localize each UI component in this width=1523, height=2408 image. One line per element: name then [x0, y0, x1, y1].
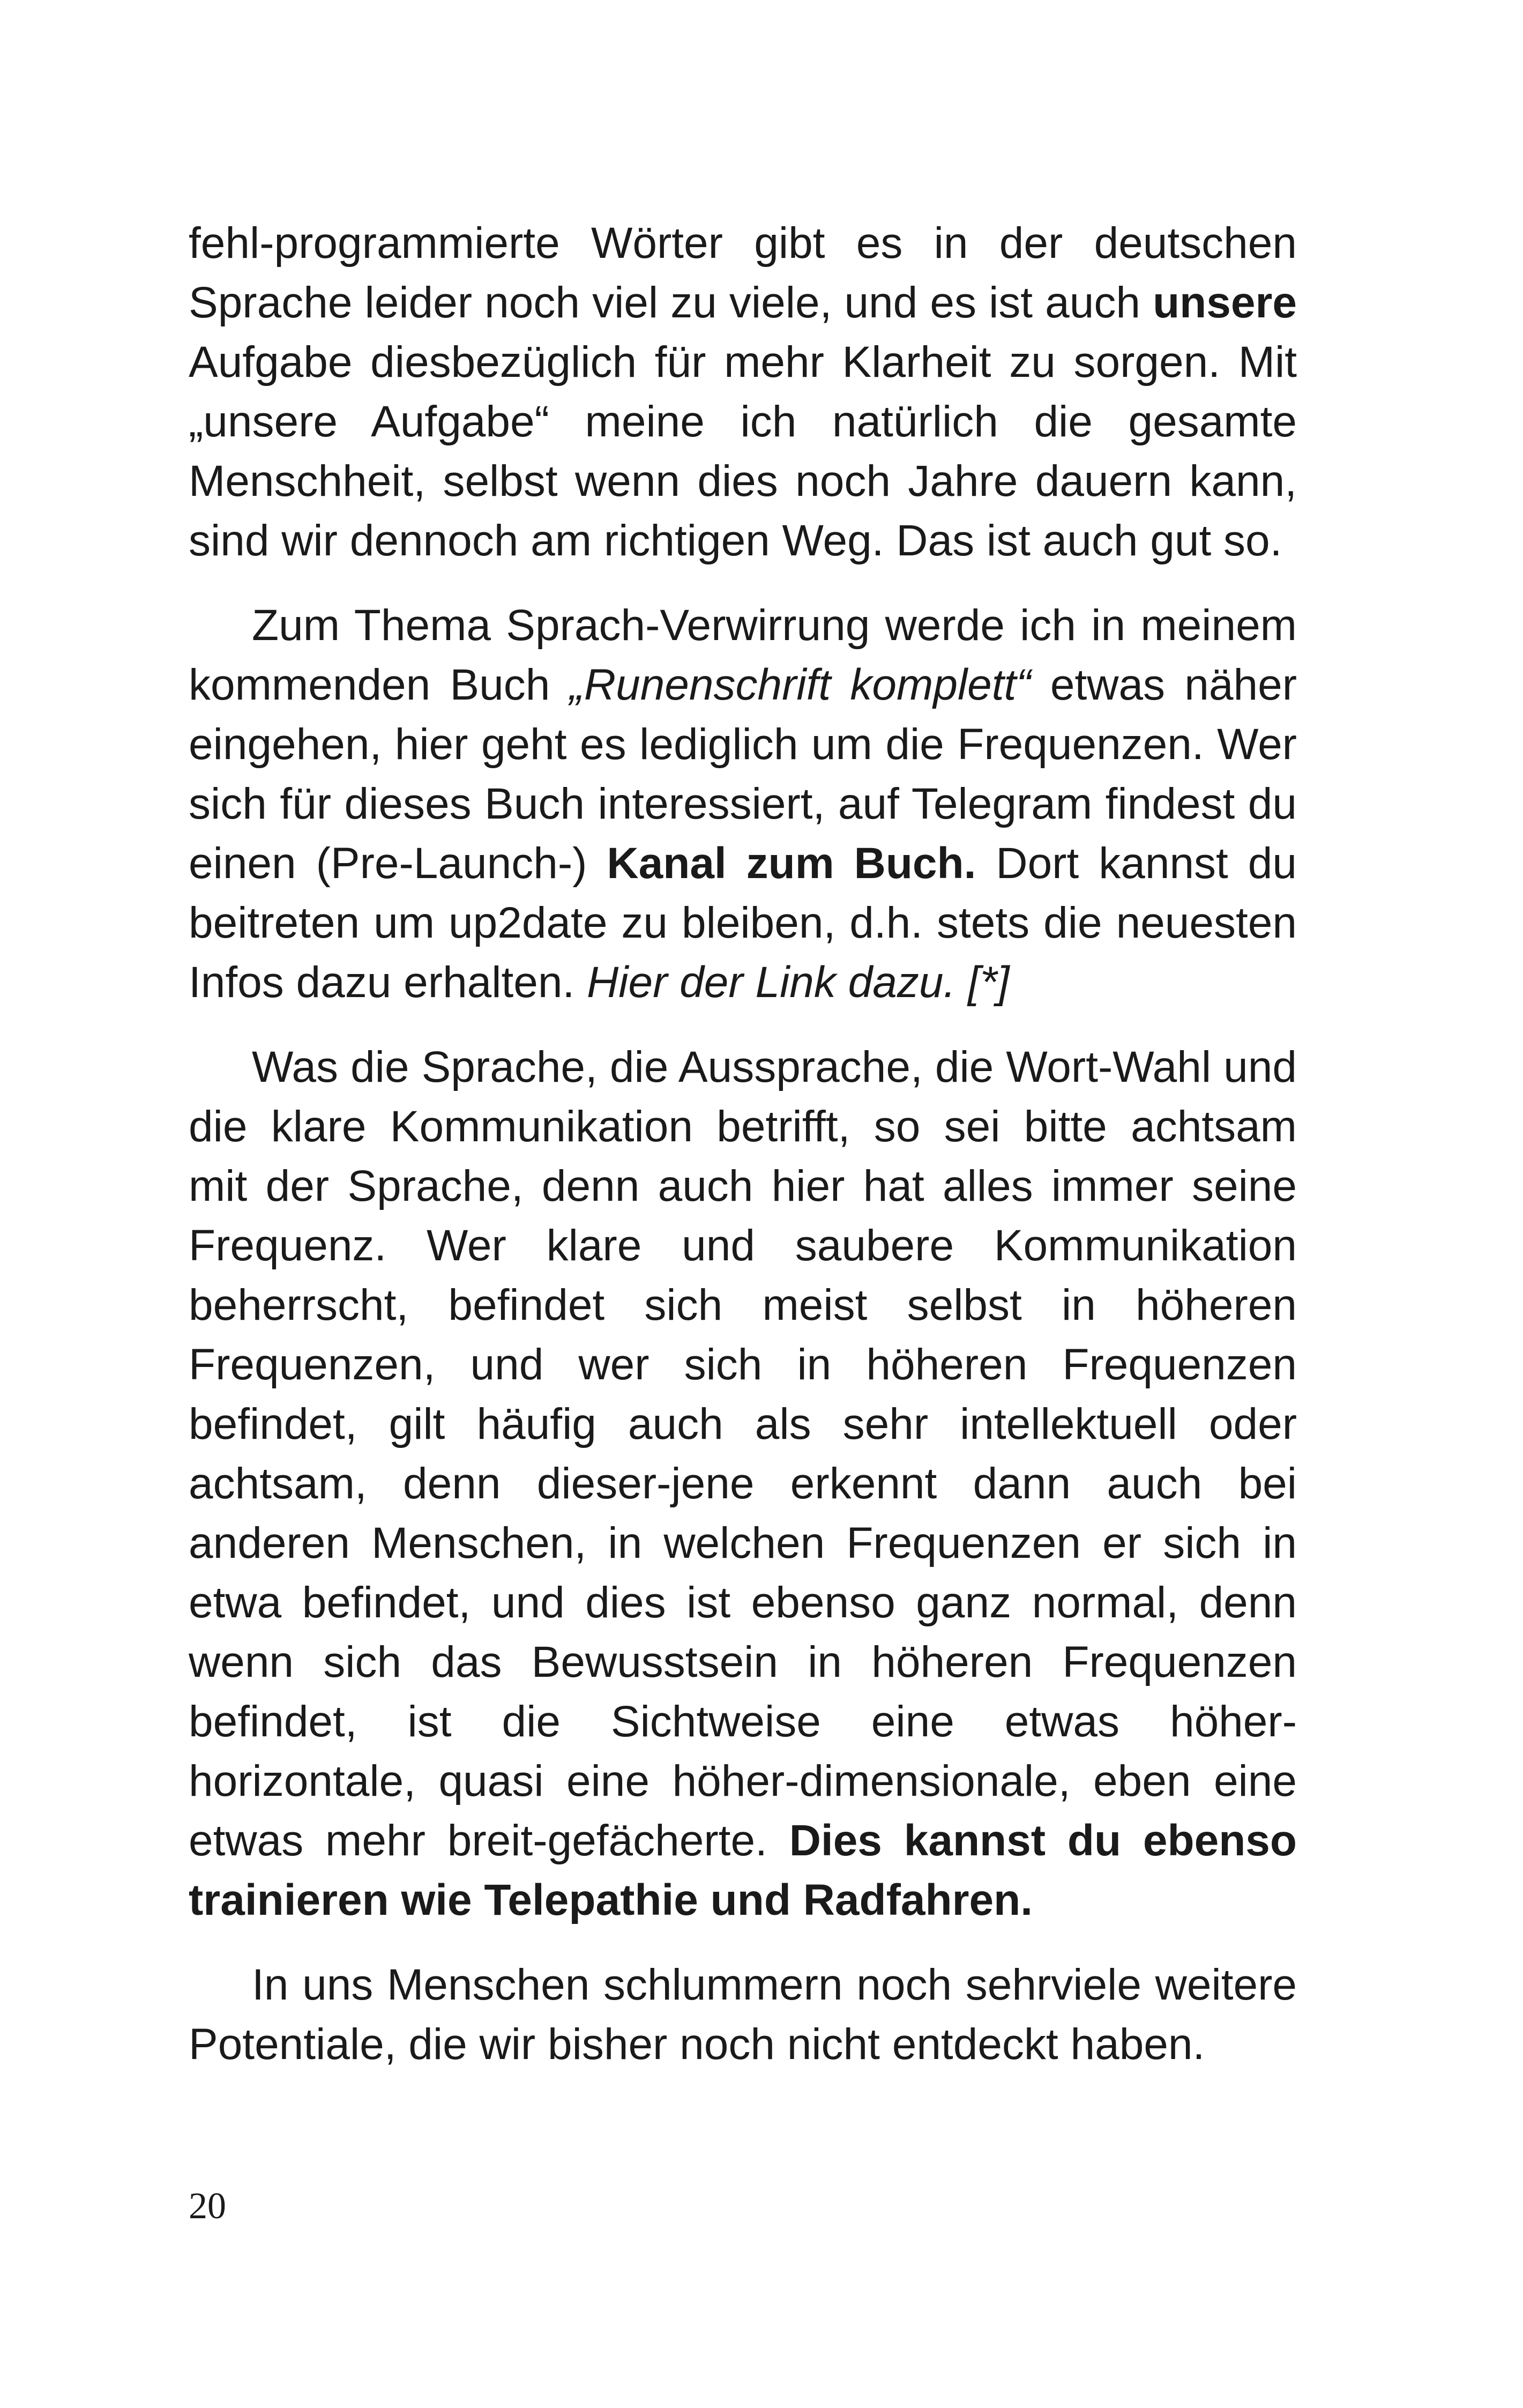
- text-line: [189, 273, 1297, 332]
- text-line: [189, 953, 1297, 1012]
- italic-text: „Runenschrift komplett“: [569, 660, 1031, 709]
- text-run: Dort kannst du: [976, 839, 1297, 888]
- paragraph: [189, 596, 1297, 1012]
- text-line: [189, 392, 1297, 451]
- text-line: [189, 1573, 1297, 1632]
- text-line: [189, 1097, 1297, 1156]
- paragraph: [189, 1955, 1297, 2074]
- text-run: etwas näher: [1031, 660, 1297, 709]
- text-line: [189, 1632, 1297, 1692]
- page-number: 20: [189, 2186, 226, 2227]
- text-run: anderen Menschen, in welchen Frequenzen er sich in: [189, 1519, 1297, 1567]
- text-run: Sprache leider noch viel zu viele, und es ist auch: [189, 278, 1153, 327]
- text-line: [189, 1216, 1297, 1275]
- text-line: [189, 1811, 1297, 1870]
- text-line: [189, 893, 1297, 953]
- text-run: In uns Menschen schlummern noch sehrviele weitere: [252, 1960, 1297, 2009]
- text-line: [189, 213, 1297, 273]
- text-line: [189, 655, 1297, 715]
- text-run: horizontale, quasi eine höher-dimensionale, eben eine: [189, 1757, 1297, 1805]
- text-run: kommenden Buch: [189, 660, 570, 709]
- text-line: [189, 1156, 1297, 1216]
- text-run: Potentiale, die wir bisher noch nicht entdeckt haben.: [189, 2020, 1205, 2069]
- text-line: [189, 1454, 1297, 1513]
- bold-text: trainieren wie Telepathie und Radfahren.: [189, 1876, 1033, 1924]
- text-run: mit der Sprache, denn auch hier hat alles immer seine: [189, 1162, 1297, 1210]
- text-line: [189, 332, 1297, 392]
- text-line: [189, 1335, 1297, 1394]
- text-run: Aufgabe diesbezüglich für mehr Klarheit zu sorgen. Mit: [189, 338, 1297, 387]
- text-line: [189, 2015, 1297, 2074]
- text-run: Was die Sprache, die Aussprache, die Wort-Wahl und: [252, 1043, 1297, 1091]
- text-run: sind wir dennoch am richtigen Weg. Das ist auch gut so.: [189, 516, 1282, 565]
- text-run: etwa befindet, und dies ist ebenso ganz normal, denn: [189, 1578, 1297, 1627]
- text-run: sich für dieses Buch interessiert, auf Telegram findest du: [189, 779, 1297, 828]
- bold-text: Dies kannst du ebenso: [789, 1816, 1297, 1865]
- text-line: [189, 1394, 1297, 1454]
- text-run: achtsam, denn dieser-jene erkennt dann auch bei: [189, 1459, 1297, 1508]
- bold-text: Kanal zum Buch.: [607, 839, 976, 888]
- text-run: beitreten um up2date zu bleiben, d.h. stets die neuesten: [189, 898, 1297, 947]
- text-run: fehl-programmierte Wörter gibt es in der deutschen: [189, 219, 1297, 267]
- text-line: [189, 511, 1297, 570]
- text-line: [189, 1513, 1297, 1573]
- body-text: [189, 213, 1297, 2099]
- text-line: [189, 1751, 1297, 1811]
- text-run: „unsere Aufgabe“ meine ich natürlich die gesamte: [189, 397, 1297, 446]
- text-line: [189, 774, 1297, 834]
- text-run: befindet, gilt häufig auch als sehr intellektuell oder: [189, 1400, 1297, 1448]
- text-line: [189, 834, 1297, 893]
- text-line: [189, 1692, 1297, 1751]
- text-run: eingehen, hier geht es lediglich um die Frequenzen. Wer: [189, 720, 1297, 769]
- text-run: Infos dazu erhalten.: [189, 958, 587, 1007]
- text-run: beherrscht, befindet sich meist selbst in höheren: [189, 1281, 1297, 1329]
- text-run: Menschheit, selbst wenn dies noch Jahre dauern kann,: [189, 457, 1297, 506]
- text-run: etwas mehr breit-gefächerte.: [189, 1816, 789, 1865]
- text-run: Frequenz. Wer klare und saubere Kommunikation: [189, 1221, 1297, 1270]
- text-line: [189, 1275, 1297, 1335]
- text-line: [189, 596, 1297, 655]
- text-run: Zum Thema Sprach-Verwirrung werde ich in meinem: [252, 601, 1297, 650]
- text-run: befindet, ist die Sichtweise eine etwas höher-: [189, 1697, 1297, 1746]
- text-line: [189, 451, 1297, 511]
- text-line: [189, 1870, 1297, 1930]
- text-run: Frequenzen, und wer sich in höheren Frequenzen: [189, 1340, 1297, 1389]
- text-run: die klare Kommunikation betrifft, so sei bitte achtsam: [189, 1102, 1297, 1151]
- text-run: einen (Pre-Launch-): [189, 839, 607, 888]
- bold-text: unsere: [1153, 278, 1297, 327]
- text-line: [189, 1037, 1297, 1097]
- text-line: [189, 1955, 1297, 2015]
- text-line: [189, 715, 1297, 774]
- italic-text: Hier der Link dazu. [*]: [587, 958, 1010, 1007]
- paragraph: [189, 213, 1297, 570]
- text-run: wenn sich das Bewusstsein in höheren Frequenzen: [189, 1638, 1297, 1686]
- paragraph: [189, 1037, 1297, 1930]
